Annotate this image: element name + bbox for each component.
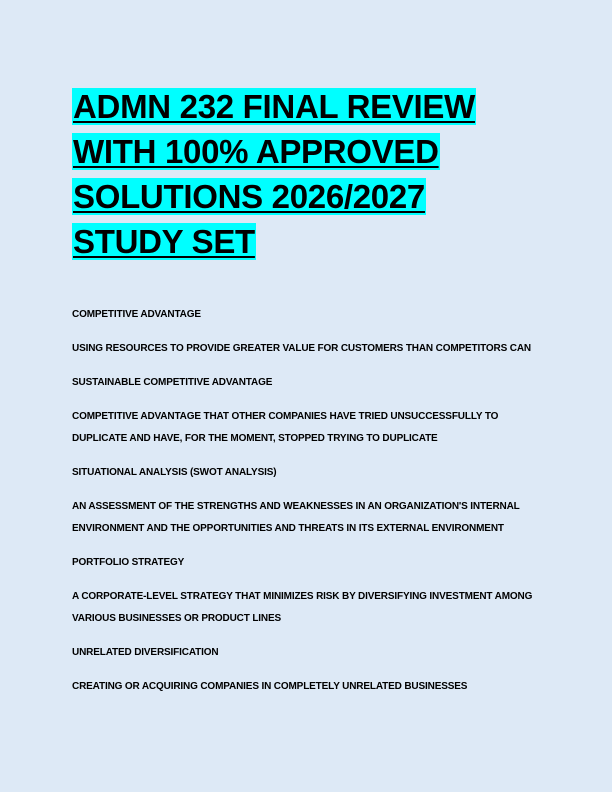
term-text: COMPETITIVE ADVANTAGE [72, 309, 201, 320]
definition-text: AN ASSESSMENT OF THE STRENGTHS AND WEAKNESSES IN AN ORGANIZATION'S INTERNAL ENVIRONMENT AND THE OPPORTUNITIES AND THREATS IN ITS EXTERNAL ENVIRONMENT [72, 501, 520, 534]
definition-text: USING RESOURCES TO PROVIDE GREATER VALUE FOR CUSTOMERS THAN COMPETITORS CAN [72, 343, 531, 354]
term-text: UNRELATED DIVERSIFICATION [72, 647, 219, 658]
document-title-text: ADMN 232 FINAL REVIEW WITH 100% APPROVED SOLUTIONS 2026/2027 STUDY SET [73, 88, 475, 260]
definition-text: CREATING OR ACQUIRING COMPANIES IN COMPLETELY UNRELATED BUSINESSES [72, 681, 468, 692]
term-text: PORTFOLIO STRATEGY [72, 557, 185, 568]
term-text: SUSTAINABLE COMPETITIVE ADVANTAGE [72, 377, 273, 388]
document-title [72, 84, 542, 264]
term-text: SITUATIONAL ANALYSIS (SWOT ANALYSIS) [72, 467, 277, 478]
definition-text: A CORPORATE-LEVEL STRATEGY THAT MINIMIZES RISK BY DIVERSIFYING INVESTMENT AMONG VARIOUS BUSINESSES OR PRODUCT LINES [72, 591, 533, 624]
definition-text: COMPETITIVE ADVANTAGE THAT OTHER COMPANIES HAVE TRIED UNSUCCESSFULLY TO DUPLICATE AND HAVE, FOR THE MOMENT, STOPPED TRYING TO DUPLICATE [72, 411, 499, 444]
study-set-list [72, 304, 547, 710]
